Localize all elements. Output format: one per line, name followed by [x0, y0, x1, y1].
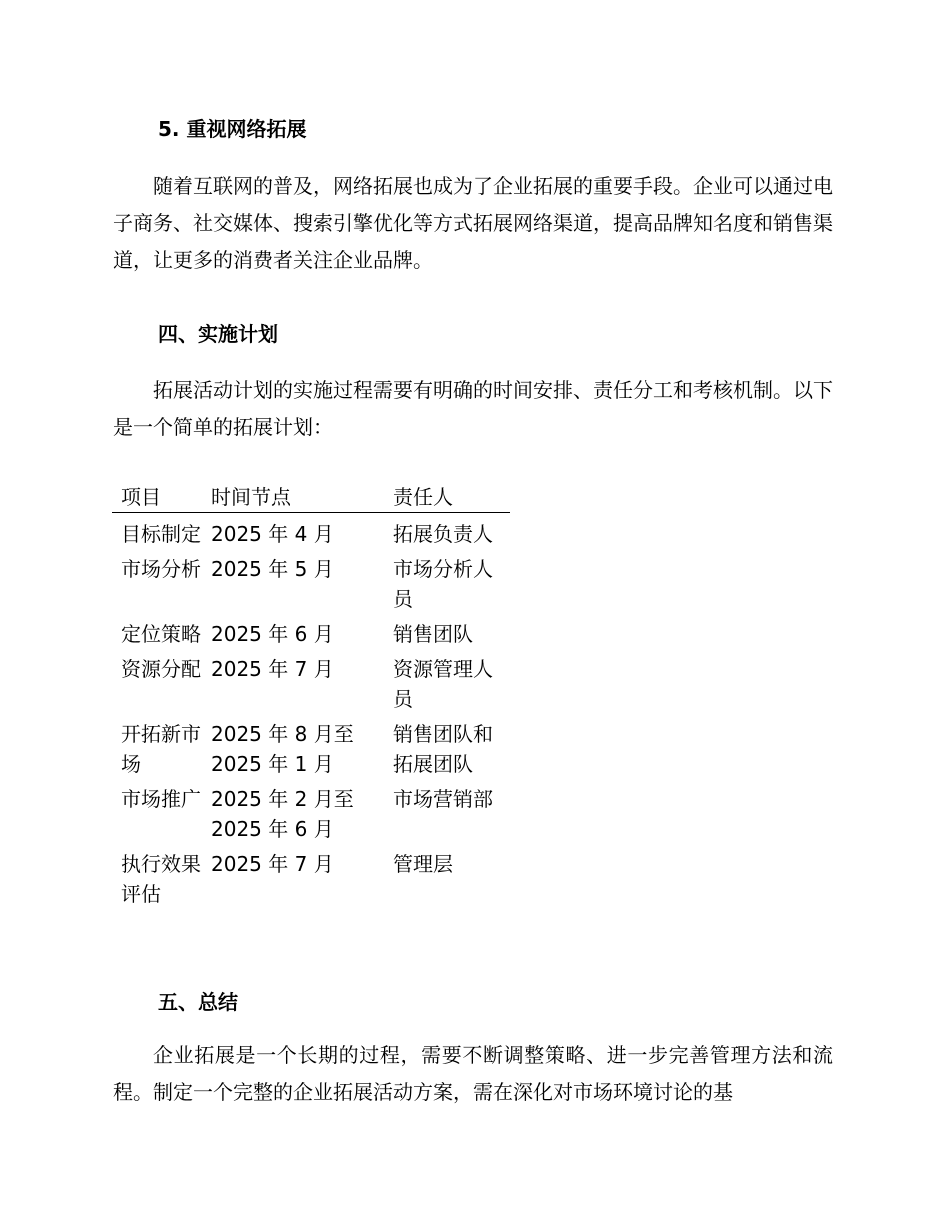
cell-owner: 市场分析人员 [393, 557, 493, 611]
cell-owner: 拓展负责人 [393, 522, 493, 546]
table-row [112, 715, 510, 780]
expansion-plan-table [112, 482, 510, 910]
cell-time: 2025 年 7 月 [211, 852, 334, 876]
header-time: 时间节点 [202, 482, 384, 513]
header-owner: 责任人 [384, 482, 510, 513]
section-heading-implementation-plan: 四、实施计划 [158, 322, 278, 346]
cell-item: 开拓新市场 [121, 722, 201, 776]
cell-item: 执行效果评估 [121, 852, 201, 906]
cell-item: 市场分析 [121, 557, 201, 581]
cell-owner: 销售团队 [393, 622, 473, 646]
cell-item: 资源分配 [121, 657, 201, 681]
table-header-row [112, 482, 510, 513]
paragraph-implementation-plan: 拓展活动计划的实施过程需要有明确的时间安排、责任分工和考核机制。以下是一个简单的拓展计划： [113, 378, 833, 439]
cell-time: 2025 年 8 月至 2025 年 1 月 [211, 722, 354, 776]
cell-owner: 销售团队和拓展团队 [393, 722, 493, 776]
cell-time: 2025 年 4 月 [211, 522, 334, 546]
paragraph-summary: 企业拓展是一个长期的过程，需要不断调整策略、进一步完善管理方法和流程。制定一个完整的企业拓展活动方案，需在深化对市场环境讨论的基 [113, 1043, 833, 1104]
section-heading-summary: 五、总结 [158, 990, 238, 1014]
cell-time: 2025 年 5 月 [211, 557, 334, 581]
cell-time: 2025 年 6 月 [211, 622, 334, 646]
table-row [112, 615, 510, 650]
cell-item: 定位策略 [121, 622, 201, 646]
table-row [112, 845, 510, 910]
cell-owner: 市场营销部 [393, 787, 493, 811]
cell-owner: 管理层 [393, 852, 453, 876]
table-row [112, 550, 510, 615]
table-row [112, 513, 510, 551]
cell-owner: 资源管理人员 [393, 657, 493, 711]
paragraph-network-expansion: 随着互联网的普及，网络拓展也成为了企业拓展的重要手段。企业可以通过电子商务、社交媒体、搜索引擎优化等方式拓展网络渠道，提高品牌知名度和销售渠道，让更多的消费者关注企业品牌。 [113, 174, 833, 272]
cell-time: 2025 年 7 月 [211, 657, 334, 681]
section-heading-network-expansion: 5. 重视网络拓展 [158, 117, 307, 141]
table-row [112, 650, 510, 715]
header-item: 项目 [112, 482, 202, 513]
table-row [112, 780, 510, 845]
cell-item: 目标制定 [121, 522, 201, 546]
cell-item: 市场推广 [121, 787, 201, 811]
cell-time: 2025 年 2 月至 2025 年 6 月 [211, 787, 354, 841]
